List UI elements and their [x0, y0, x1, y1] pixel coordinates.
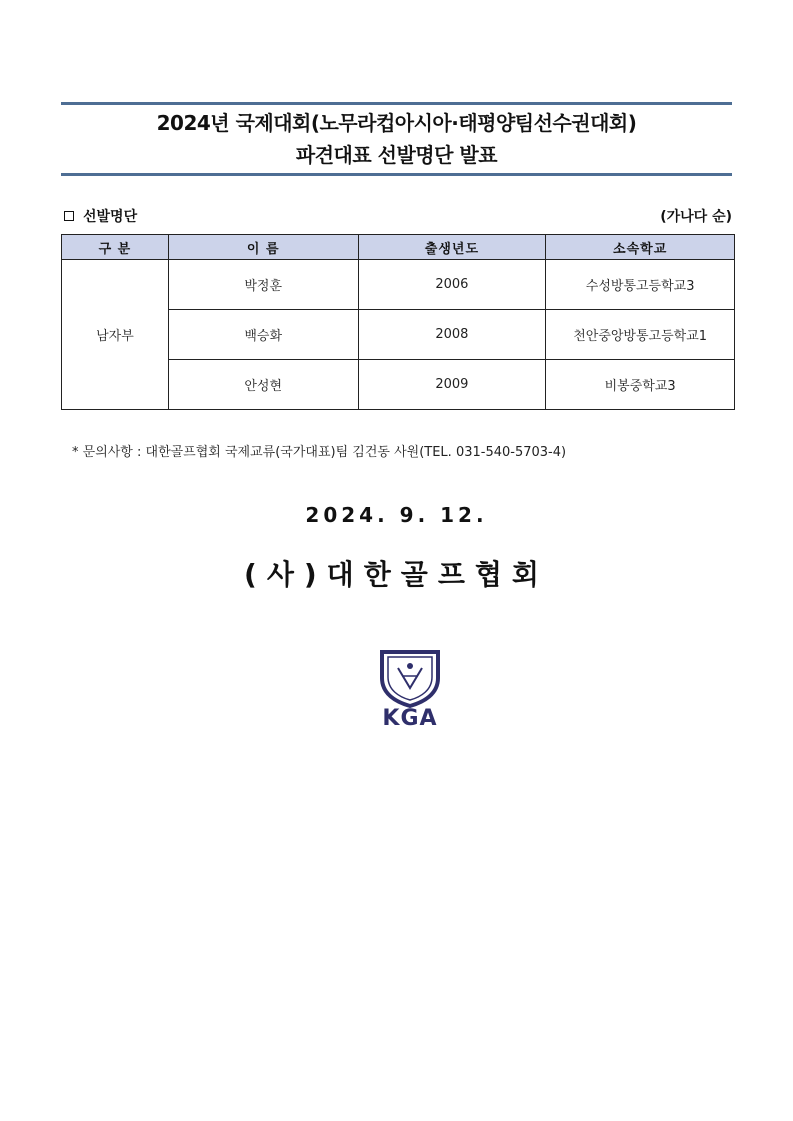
roster-table [61, 234, 735, 410]
title-box [61, 102, 732, 176]
checkbox-icon [64, 211, 74, 221]
section-heading: 선발명단 [83, 209, 138, 225]
table-header-row [62, 235, 735, 260]
table-row [62, 260, 735, 310]
header-name: 이 름 [168, 235, 358, 260]
school-cell: 수성방통고등학교3 [546, 260, 735, 310]
school-cell: 비봉중학교3 [546, 360, 735, 410]
name-cell: 안성현 [168, 360, 358, 410]
title-line-1: 2024년 국제대회(노무라컵아시아·태평양팀선수권대회) [156, 111, 637, 135]
title-line-2: 파견대표 선발명단 발표 [295, 143, 498, 167]
name-cell: 백승화 [168, 310, 358, 360]
year-cell: 2009 [358, 360, 546, 410]
announcement-date: 2024. 9. 12. [305, 503, 488, 527]
year-cell: 2008 [358, 310, 546, 360]
order-note: (가나다 순) [660, 209, 732, 225]
logo-text: KGA [382, 706, 438, 731]
organization-name: (사)대한골프협회 [244, 558, 549, 591]
school-cell: 천안중앙방통고등학교1 [546, 310, 735, 360]
year-cell: 2006 [358, 260, 546, 310]
header-division: 구 분 [62, 235, 169, 260]
header-school: 소속학교 [546, 235, 735, 260]
group-cell: 남자부 [62, 260, 169, 410]
contact-note: * 문의사항 : 대한골프협회 국제교류(국가대표)팀 김건동 사원(TEL. 031-540-5703-4) [72, 445, 567, 460]
header-birth-year: 출생년도 [358, 235, 546, 260]
section-row [64, 206, 732, 226]
name-cell: 박정훈 [168, 260, 358, 310]
